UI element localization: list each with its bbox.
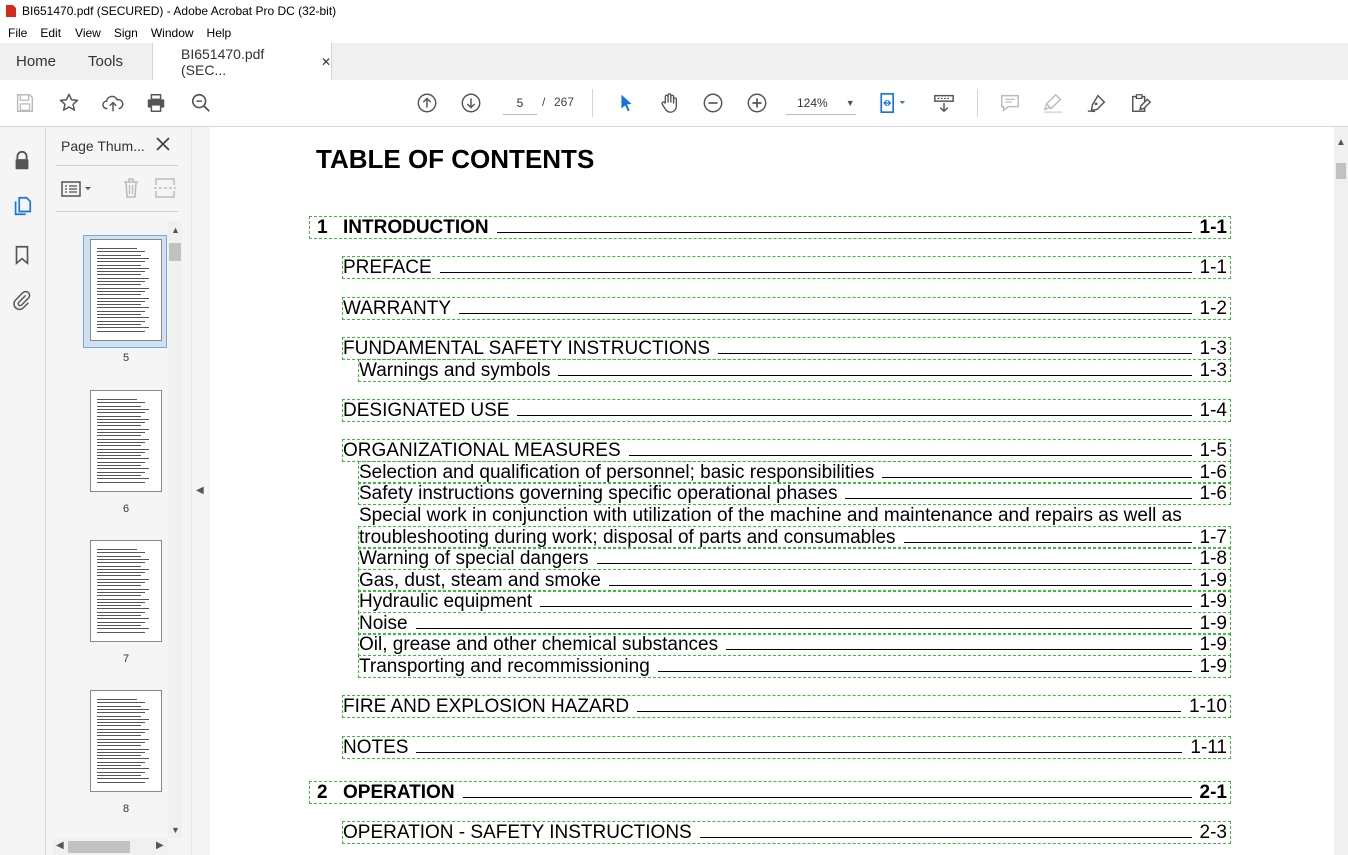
toc-entry-title: Transporting and recommissioning: [359, 656, 650, 677]
menu-edit[interactable]: Edit: [40, 25, 62, 40]
thumbnail-text-line: [97, 258, 149, 259]
thumbnail-text-line: [97, 778, 149, 779]
thumbnail-text-line: [97, 439, 149, 440]
thumbnail-text-line: [97, 608, 149, 609]
thumbnail-text-line: [97, 268, 149, 269]
thumbnail-text-line: [97, 317, 149, 318]
toc-leader-line: [540, 592, 1191, 607]
thumbnail-text-line: [97, 575, 141, 576]
toc-page-number: 1-6: [1199, 483, 1227, 504]
menu-file[interactable]: File: [8, 25, 28, 40]
thumbnail-text-line: [97, 742, 145, 743]
thumbnail-text-line: [97, 782, 145, 783]
thumbnail-page-number: 5: [122, 352, 130, 364]
toc-entry[interactable]: [343, 257, 1227, 279]
thumbnail-text-line: [97, 552, 145, 553]
thumbnail-text-line: [97, 248, 137, 249]
scroll-down-icon[interactable]: ▼: [171, 825, 180, 835]
panel-title: Page Thum...: [61, 138, 145, 154]
thumbnail-hscroll-thumb[interactable]: [68, 841, 130, 853]
thumbnail-text-line: [97, 605, 141, 606]
toc-page-number: 1-6: [1199, 462, 1227, 483]
scroll-left-icon[interactable]: ◀: [56, 840, 64, 851]
thumbnail-text-line: [97, 755, 141, 756]
toc-entry-title: Gas, dust, steam and smoke: [359, 570, 601, 591]
thumbnail-text-line: [97, 585, 141, 586]
thumbnail-text-line: [97, 307, 149, 308]
thumbnail-scrollbar[interactable]: [168, 221, 182, 838]
toc-chapter[interactable]: [317, 782, 1227, 804]
thumbnail-text-line: [97, 416, 141, 417]
thumbnail-text-line: [97, 758, 149, 759]
toc-page-number: 1-9: [1199, 570, 1227, 591]
hand-icon[interactable]: [657, 91, 681, 115]
zoom-level-value: 124%: [797, 96, 828, 110]
thumbnail-text-line: [97, 725, 141, 726]
thumbnail-text-line: [97, 452, 145, 453]
thumbnail-text-line: [97, 625, 141, 626]
thumbnail-text-line: [97, 422, 145, 423]
edit-icon[interactable]: [1129, 91, 1153, 115]
menu-help[interactable]: Help: [206, 25, 232, 40]
thumbnail-text-line: [97, 749, 149, 750]
thumbnail-text-line: [97, 425, 141, 426]
menu-bar: [0, 22, 1348, 43]
document-scroll-thumb[interactable]: [1336, 163, 1346, 179]
toc-page-number: 1-3: [1199, 338, 1227, 359]
thumbnail-text-line: [97, 599, 149, 600]
toc-page-number: 1-7: [1199, 527, 1227, 548]
toc-entry-title: Oil, grease and other chemical substances: [359, 634, 719, 655]
toc-entry[interactable]: [343, 822, 1227, 844]
thumbnail-text-line: [97, 722, 145, 723]
toc-entry-title: Special work in conjunction with utilization of the machine and maintenance and repairs as well as: [359, 505, 1182, 526]
title-bar: [0, 0, 1348, 22]
save-icon[interactable]: [13, 91, 37, 115]
page-thumbnail[interactable]: [90, 239, 162, 341]
thumbnail-text-line: [97, 739, 149, 740]
toc-entry-title: FUNDAMENTAL SAFETY INSTRUCTIONS: [343, 338, 711, 359]
bookmark-star-icon[interactable]: [57, 91, 81, 115]
toc-entry-title: ORGANIZATIONAL MEASURES: [343, 440, 621, 461]
toc-entry[interactable]: [359, 483, 1227, 505]
toc-chapter-number: 2: [317, 782, 328, 803]
toc-leader-line: [416, 738, 1182, 753]
highlight-icon[interactable]: [1041, 91, 1065, 115]
thumbnail-text-line: [97, 762, 145, 763]
thumbnail-text-line: [97, 255, 141, 256]
thumbnail-options-icon[interactable]: [61, 179, 95, 199]
page-number-input[interactable]: 5: [503, 92, 537, 115]
thumbnail-text-line: [97, 765, 141, 766]
thumbnail-text-line: [97, 709, 149, 710]
scroll-up-icon[interactable]: ▲: [171, 225, 180, 235]
search-zoom-icon[interactable]: [189, 91, 213, 115]
toc-page-number: 1-9: [1199, 613, 1227, 634]
toc-leader-line: [497, 218, 1192, 233]
page-up-icon[interactable]: [415, 91, 439, 115]
toc-entry[interactable]: [359, 591, 1227, 613]
thumbnail-text-line: [97, 442, 145, 443]
thumbnail-text-line: [97, 406, 141, 407]
toc-leader-line: [904, 528, 1192, 543]
select-arrow-icon[interactable]: [614, 91, 638, 115]
thumbnail-scroll-thumb[interactable]: [169, 243, 181, 261]
toc-entry[interactable]: [359, 462, 1227, 484]
page-separator: /: [542, 95, 546, 109]
toc-page-number: 2-3: [1199, 822, 1227, 843]
toc-entry[interactable]: [359, 505, 1227, 527]
doc-scroll-up-icon[interactable]: ▲: [1336, 137, 1346, 148]
tab-home[interactable]: [16, 43, 56, 80]
thumbnail-text-line: [97, 465, 141, 466]
thumbnail-text-line: [97, 472, 145, 473]
thumbnail-text-line: [97, 559, 149, 560]
toc-heading: TABLE OF CONTENTS: [316, 144, 595, 174]
close-panel-icon[interactable]: [155, 136, 171, 152]
toc-entry-title: WARRANTY: [343, 298, 452, 319]
toc-leader-line: [718, 339, 1192, 354]
thumbnail-text-line: [97, 304, 141, 305]
toc-leader-line: [440, 258, 1192, 273]
toc-leader-line: [637, 697, 1181, 712]
toc-entry-title: Safety instructions governing specific operational phases: [359, 483, 838, 504]
tab-tools[interactable]: [88, 43, 123, 80]
thumbnail-text-line: [97, 615, 141, 616]
chevron-down-icon: ▼: [845, 98, 855, 108]
lock-icon[interactable]: [10, 149, 34, 173]
tab-home-label: Home: [16, 53, 57, 70]
thumbnail-hscrollbar[interactable]: [53, 838, 168, 855]
panel-divider: [56, 165, 178, 166]
thumbnail-text-line: [97, 281, 145, 282]
tab-document-label: BI651470.pdf (SEC...: [181, 46, 265, 78]
zoom-level-select[interactable]: [786, 92, 856, 115]
thumbnail-text-line: [97, 412, 145, 413]
thumbnail-text-line: [97, 402, 145, 403]
thumbnail-text-line: [97, 702, 145, 703]
tab-document[interactable]: [152, 43, 332, 81]
navigation-rail: [0, 127, 46, 855]
thumbnail-text-line: [97, 301, 145, 302]
document-scrollbar[interactable]: [1334, 127, 1348, 855]
thumbnail-text-line: [97, 556, 141, 557]
toc-leader-line: [700, 823, 1192, 838]
toc-leader-line: [517, 401, 1191, 416]
toc-entry-title: troubleshooting during work; disposal of parts and consumables: [359, 527, 896, 548]
toc-entry[interactable]: [343, 737, 1227, 759]
page-thumbnails-panel: [46, 127, 191, 855]
thumbnail-text-line: [97, 569, 149, 570]
thumbnail-text-line: [97, 271, 145, 272]
comment-icon[interactable]: [998, 91, 1022, 115]
thumbnail-text-line: [97, 284, 141, 285]
toc-page-number: 1-11: [1190, 737, 1227, 758]
thumbnail-text-line: [97, 482, 145, 483]
sign-icon[interactable]: [1085, 91, 1109, 115]
toc-chapter-number: 1: [317, 217, 328, 238]
toc-leader-line: [658, 657, 1192, 672]
print-icon[interactable]: [144, 91, 168, 115]
toc-entry[interactable]: [343, 440, 1227, 462]
toc-entry[interactable]: [343, 696, 1227, 718]
toc-page-number: 1-4: [1199, 400, 1227, 421]
toc-entry[interactable]: [343, 338, 1227, 360]
thumbnail-text-line: [97, 321, 145, 322]
thumbnail-text-line: [97, 706, 141, 707]
toc-page-number: 1-5: [1199, 440, 1227, 461]
zoom-in-icon[interactable]: [745, 91, 769, 115]
thumbnail-text-line: [97, 628, 149, 629]
toc-leader-line: [609, 571, 1192, 586]
thumbnail-text-line: [97, 291, 145, 292]
toc-entry-title: INTRODUCTION: [343, 217, 489, 238]
thumbnail-text-line: [97, 409, 149, 410]
toc-entry[interactable]: [359, 527, 1227, 549]
thumbnail-text-line: [97, 719, 149, 720]
thumbnail-text-line: [97, 399, 137, 400]
toc-leader-line: [597, 549, 1192, 564]
thumbnail-text-line: [97, 632, 145, 633]
thumbnail-text-line: [97, 432, 145, 433]
toc-entry[interactable]: [343, 298, 1227, 320]
toc-leader-line: [416, 614, 1192, 629]
thumbnail-text-line: [97, 572, 145, 573]
close-tab-icon[interactable]: ✕: [320, 55, 331, 69]
thumbnail-text-line: [97, 265, 141, 266]
upload-icon[interactable]: [101, 91, 125, 115]
toolbar-divider: [592, 89, 593, 117]
page-thumbnails-icon[interactable]: [10, 194, 34, 218]
thumbnail-text-line: [97, 732, 145, 733]
page-total: 267: [554, 95, 575, 109]
thumbnail-text-line: [97, 475, 141, 476]
toc-page-number: 1-9: [1199, 656, 1227, 677]
thumbnail-text-line: [97, 745, 141, 746]
thumbnail-text-line: [97, 716, 141, 717]
thumbnail-text-line: [97, 462, 145, 463]
toc-page-number: 1-2: [1199, 298, 1227, 319]
thumbnail-text-line: [97, 458, 149, 459]
toc-page-number: 1-1: [1199, 257, 1227, 278]
thumbnail-text-line: [97, 327, 149, 328]
thumbnail-text-line: [97, 449, 149, 450]
thumbnail-text-line: [97, 612, 145, 613]
toc-leader-line: [558, 361, 1191, 376]
toc-page-number: 2-1: [1199, 782, 1227, 803]
thumbnail-text-line: [97, 331, 145, 332]
delete-page-icon[interactable]: [121, 177, 141, 199]
tab-bar: [0, 43, 1348, 81]
toc-entry-title: OPERATION: [343, 782, 455, 803]
toc-leader-line: [845, 484, 1191, 499]
thumbnail-text-line: [97, 562, 145, 563]
zoom-out-icon[interactable]: [701, 91, 725, 115]
page-thumbnail[interactable]: [90, 540, 162, 642]
toc-entry-title: NOTES: [343, 737, 409, 758]
scroll-right-icon[interactable]: ▶: [156, 840, 164, 851]
thumbnail-text-line: [97, 261, 145, 262]
toc-entry[interactable]: [359, 570, 1227, 592]
thumbnail-text-line: [97, 419, 149, 420]
page-down-icon[interactable]: [459, 91, 483, 115]
thumbnail-text-line: [97, 618, 149, 619]
pdf-icon: [6, 5, 16, 17]
toc-entry-title: Warning of special dangers: [359, 548, 589, 569]
thumbnail-text-line: [97, 251, 145, 252]
toc-entry-title: Noise: [359, 613, 408, 634]
thumbnail-text-line: [97, 445, 141, 446]
toc-leader-line: [463, 783, 1192, 798]
window-title: BI651470.pdf (SECURED) - Adobe Acrobat Pro DC (32-bit): [22, 4, 337, 18]
thumbnail-text-line: [97, 592, 145, 593]
document-view[interactable]: [210, 127, 1334, 855]
thumbnail-text-line: [97, 274, 141, 275]
menu-view[interactable]: View: [75, 25, 101, 40]
thumbnail-text-line: [97, 582, 145, 583]
thumbnail-page-number: 6: [122, 503, 130, 515]
fit-page-icon[interactable]: [876, 91, 914, 115]
toc-entry[interactable]: [359, 548, 1227, 570]
menu-sign[interactable]: Sign: [113, 25, 138, 40]
toc-leader-line: [882, 463, 1191, 478]
thumbnail-text-line: [97, 775, 141, 776]
toc-page-number: 1-8: [1199, 548, 1227, 569]
thumbnail-text-line: [97, 324, 141, 325]
thumbnail-text-line: [97, 429, 149, 430]
toc-entry-title: Warnings and symbols: [359, 360, 551, 381]
tab-tools-label: Tools: [88, 53, 124, 70]
thumbnail-text-line: [97, 602, 145, 603]
thumbnail-text-line: [97, 772, 145, 773]
toc-entry[interactable]: [359, 634, 1227, 656]
collapse-panel-icon[interactable]: ◀: [196, 485, 204, 496]
toc-page-number: 1-3: [1199, 360, 1227, 381]
panel-divider-2: [56, 211, 178, 212]
thumbnail-text-line: [97, 589, 149, 590]
toc-entry[interactable]: [359, 656, 1227, 678]
toc-entry[interactable]: [359, 613, 1227, 635]
toc-page-number: 1-1: [1199, 217, 1227, 238]
thumbnail-text-line: [97, 699, 137, 700]
page-thumbnail[interactable]: [90, 690, 162, 792]
thumbnail-text-line: [97, 549, 137, 550]
toc-page-number: 1-9: [1199, 634, 1227, 655]
thumbnail-text-line: [97, 478, 149, 479]
toc-entry[interactable]: [359, 360, 1227, 382]
pdf-page: [210, 127, 1334, 855]
thumbnail-text-line: [97, 595, 141, 596]
toc-entry-title: PREFACE: [343, 257, 432, 278]
thumbnail-page-number: 7: [122, 653, 130, 665]
thumbnail-text-line: [97, 288, 149, 289]
toc-entry-title: OPERATION - SAFETY INSTRUCTIONS: [343, 822, 692, 843]
thumbnail-page-number: 8: [122, 803, 130, 815]
thumbnail-text-line: [97, 311, 145, 312]
panel-collapse-strip[interactable]: [191, 127, 211, 855]
attachment-icon[interactable]: [10, 288, 34, 312]
thumbnail-text-line: [97, 712, 145, 713]
toc-leader-line: [726, 635, 1191, 650]
thumbnail-text-line: [97, 768, 149, 769]
extract-pages-icon[interactable]: [154, 177, 176, 199]
thumbnail-text-line: [97, 455, 141, 456]
toc-chapter[interactable]: [317, 217, 1227, 239]
thumbnail-text-line: [97, 622, 145, 623]
toc-entry[interactable]: [343, 400, 1227, 422]
thumbnail-text-line: [97, 314, 141, 315]
toc-page-number: 1-9: [1199, 591, 1227, 612]
scroll-mode-icon[interactable]: [932, 91, 956, 115]
toolbar-divider-2: [977, 89, 978, 117]
toc-entry-title: Selection and qualification of personnel; basic responsibilities: [359, 462, 875, 483]
thumbnail-text-line: [97, 294, 141, 295]
thumbnail-text-line: [97, 435, 141, 436]
toc-entry-title: DESIGNATED USE: [343, 400, 510, 421]
toc-entry-title: Hydraulic equipment: [359, 591, 533, 612]
thumbnail-text-line: [97, 566, 141, 567]
toc-page-number: 1-10: [1188, 696, 1227, 717]
thumbnail-text-line: [97, 298, 149, 299]
thumbnail-text-line: [97, 468, 149, 469]
thumbnail-text-line: [97, 752, 145, 753]
toolbar: [0, 80, 1348, 127]
thumbnail-text-line: [97, 579, 149, 580]
bookmark-icon[interactable]: [10, 243, 34, 267]
toc-leader-line: [629, 441, 1192, 456]
toc-leader-line: [459, 299, 1192, 314]
thumbnail-text-line: [97, 729, 149, 730]
toc-entry-title: FIRE AND EXPLOSION HAZARD: [343, 696, 630, 717]
thumbnail-text-line: [97, 735, 141, 736]
menu-window[interactable]: Window: [150, 25, 194, 40]
thumbnail-text-line: [97, 278, 149, 279]
page-thumbnail[interactable]: [90, 390, 162, 492]
